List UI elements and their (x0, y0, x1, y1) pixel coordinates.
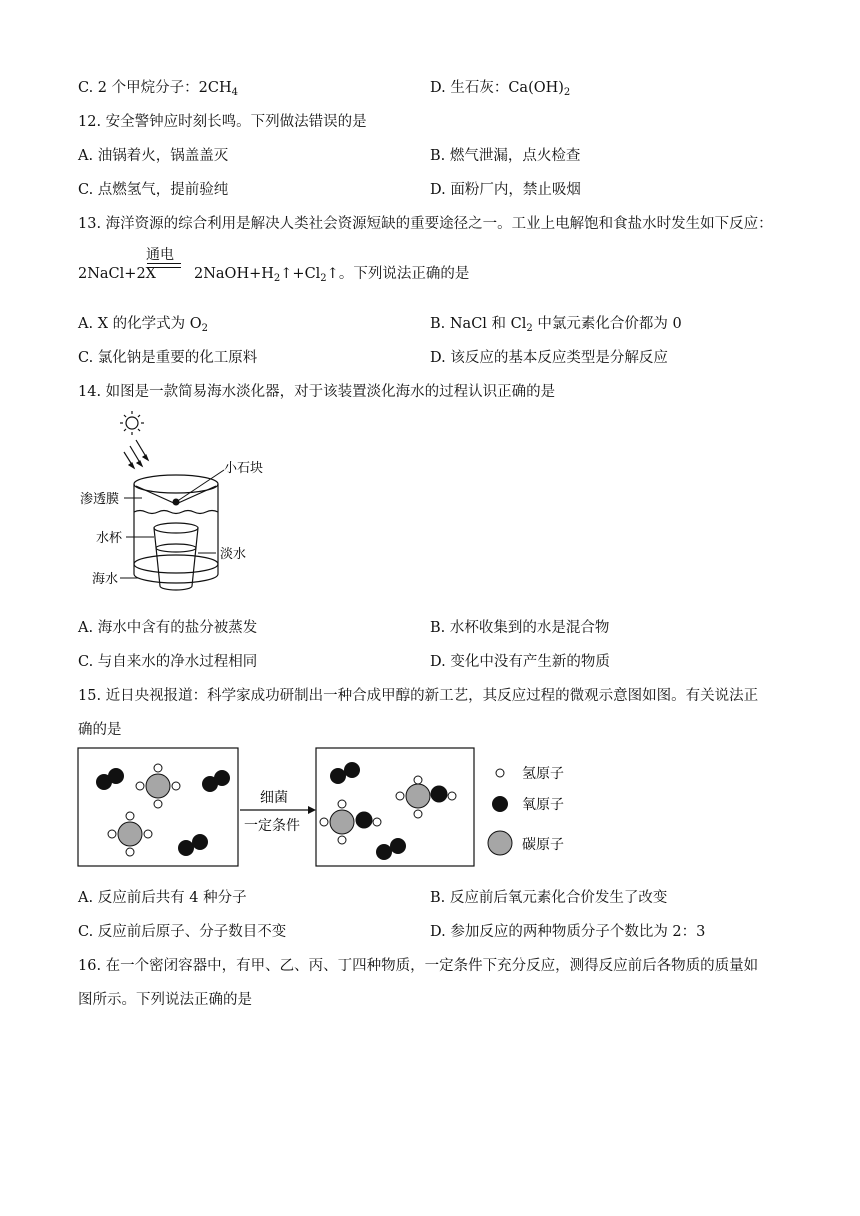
inner-cup (154, 523, 198, 590)
q15-option-a: A. 反应前后共有 4 种分子 (78, 890, 247, 906)
legend (488, 766, 564, 855)
label-sea-water: 海水 (92, 572, 119, 587)
q13-option-d: D. 该反应的基本反应类型是分解反应 (430, 350, 668, 366)
q13-option-b: B. NaCl 和 $Cl_2$ 中氯元素化合价都为 0 (430, 316, 682, 334)
q13-option-c: C. 氯化钠是重要的化工原料 (78, 350, 258, 366)
q14-option-c: C. 与自来水的净水过程相同 (78, 654, 258, 670)
desalinator-figure (76, 406, 276, 606)
label-membrane: 渗透膜 (80, 492, 120, 507)
q12-stem: 12. 安全警钟应时刻长鸣。下列做法错误的是 (78, 114, 367, 130)
oxygen-molecule (178, 834, 208, 856)
q15-option-c: C. 反应前后原子、分子数目不变 (78, 924, 287, 940)
q13-stem: 13. 海洋资源的综合利用是解决人类社会资源短缺的重要途径之一。工业上电解饱和食盐水时发生如下反应： (78, 216, 773, 232)
q16-stem-line2: 图所示。下列说法正确的是 (78, 992, 252, 1008)
q11-option-d: D. 生石灰：$Ca(OH)_2$ (430, 80, 571, 98)
q12-option-b: B. 燃气泄漏，点火检查 (430, 148, 581, 164)
legend-oxygen-label: 氧原子 (522, 797, 564, 813)
q12-option-d: D. 面粉厂内，禁止吸烟 (430, 182, 581, 198)
q15-stem-line2: 确的是 (78, 722, 122, 738)
label-fresh-water: 淡水 (220, 547, 247, 562)
oxygen-molecule (96, 768, 124, 790)
outer-container (134, 475, 218, 583)
q11-option-c: C. 2 个甲烷分子：$2CH_4$ (78, 80, 238, 98)
q15-option-d: D. 参加反应的两种物质分子个数比为 2：3 (430, 924, 706, 940)
q15-stem-line1: 15. 近日央视报道：科学家成功研制出一种合成甲醇的新工艺，其反应过程的微观示意图如图。有关说法正 (78, 688, 759, 704)
legend-oxygen-icon (492, 796, 508, 812)
q14-option-b: B. 水杯收集到的水是混合物 (430, 620, 610, 636)
oxygen-molecule (202, 770, 230, 792)
q14-stem: 14. 如图是一款简易海水淡化器，对于该装置淡化海水的过程认识正确的是 (78, 384, 556, 400)
methane-molecule (108, 812, 152, 856)
q12-option-c: C. 点燃氢气，提前验纯 (78, 182, 229, 198)
reaction-condition: 通电 (146, 247, 174, 263)
q12-option-a: A. 油锅着火，锅盖盖灭 (78, 148, 229, 164)
q14-option-a: A. 海水中含有的盐分被蒸发 (78, 620, 258, 636)
q15-option-b: B. 反应前后氧元素化合价发生了改变 (430, 890, 668, 906)
methane-molecule (136, 764, 180, 808)
q14-option-d: D. 变化中没有产生新的物质 (430, 654, 610, 670)
methanol-molecule (396, 776, 456, 818)
label-stone: 小石块 (224, 461, 264, 476)
legend-hydrogen-icon (496, 769, 504, 777)
label-cup: 水杯 (96, 531, 123, 546)
legend-carbon-label: 碳原子 (522, 837, 564, 853)
q13-option-a: A. X 的化学式为 $O_2$ (78, 316, 208, 334)
reaction-equation: 2NaCl+2X $2NaOH+H_2↑+Cl_2↑$。下列说法正确的是 (78, 266, 470, 284)
molecular-diagram (76, 744, 596, 870)
legend-hydrogen-label: 氢原子 (522, 766, 564, 782)
sun-rays (124, 440, 148, 468)
methanol-molecule (320, 800, 381, 844)
oxygen-molecule (376, 838, 406, 860)
q16-stem-line1: 16. 在一个密闭容器中，有甲、乙、丙、丁四种物质，一定条件下充分反应，测得反应前后各物质的质量如 (78, 958, 759, 974)
arrow-label-top: 细菌 (260, 790, 288, 806)
arrow-label-bottom: 一定条件 (244, 818, 300, 834)
arrow-head-icon (308, 806, 316, 814)
legend-carbon-icon (488, 831, 512, 855)
oxygen-molecule (330, 762, 360, 784)
sun-icon (120, 411, 144, 435)
